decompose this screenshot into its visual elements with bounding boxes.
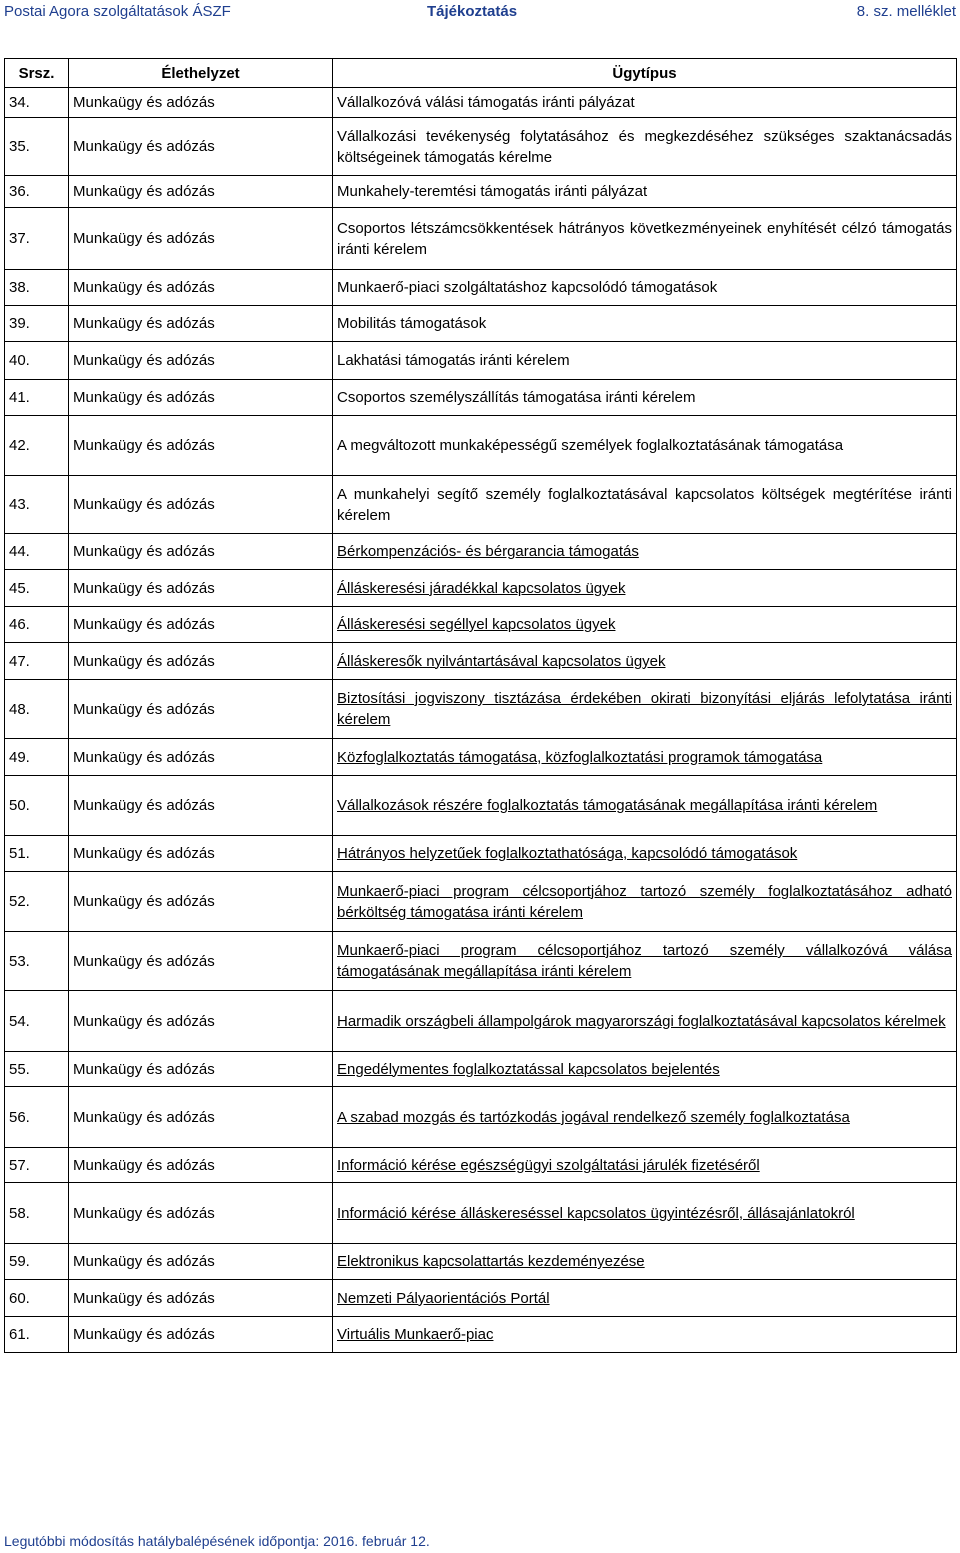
table-row <box>5 416 957 476</box>
row-type-text: A megváltozott munkaképességű személyek foglalkoztatásának támogatása <box>337 437 844 454</box>
row-type-text: Hátrányos helyzetűek foglalkoztathatósága, kapcsolódó támogatások <box>337 845 798 862</box>
row-type <box>333 680 957 739</box>
row-type <box>333 776 957 836</box>
row-situation: Munkaügy és adózás <box>69 680 333 739</box>
row-situation: Munkaügy és adózás <box>69 739 333 776</box>
column-header-type: Ügytípus <box>333 59 957 88</box>
row-type-text: Munkaerő-piaci szolgáltatáshoz kapcsolódó támogatások <box>337 279 718 296</box>
row-situation: Munkaügy és adózás <box>69 776 333 836</box>
row-type-text: Vállalkozási tevékenység folytatásához és megkezdéséhez szükséges szaktanácsadás költségeinek támogatás kérelme <box>337 127 952 166</box>
row-situation: Munkaügy és adózás <box>69 1317 333 1353</box>
row-type <box>333 643 957 680</box>
row-type <box>333 836 957 872</box>
row-situation: Munkaügy és adózás <box>69 570 333 607</box>
row-type <box>333 570 957 607</box>
row-type <box>333 1244 957 1280</box>
row-situation: Munkaügy és adózás <box>69 1280 333 1317</box>
row-type <box>333 534 957 570</box>
row-number: 35. <box>5 118 69 176</box>
row-number: 51. <box>5 836 69 872</box>
table-row <box>5 776 957 836</box>
row-number: 39. <box>5 306 69 342</box>
row-number: 50. <box>5 776 69 836</box>
row-type <box>333 872 957 932</box>
table-row <box>5 1052 957 1087</box>
row-type-text: Információ kérése álláskereséssel kapcsolatos ügyintézésről, állásajánlatokról <box>337 1204 855 1222</box>
row-situation: Munkaügy és adózás <box>69 991 333 1052</box>
row-situation: Munkaügy és adózás <box>69 836 333 872</box>
row-situation: Munkaügy és adózás <box>69 1244 333 1280</box>
row-type-text: A munkahelyi segítő személy foglalkoztatásával kapcsolatos költségek megtérítése iránti kérelem <box>337 485 952 524</box>
row-type <box>333 476 957 534</box>
header-center-title: Tájékoztatás <box>427 3 518 20</box>
row-type <box>333 607 957 643</box>
table-row <box>5 680 957 739</box>
table-row <box>5 1280 957 1317</box>
row-number: 60. <box>5 1280 69 1317</box>
row-type-text: A szabad mozgás és tartózkodás jogával rendelkező személy foglalkoztatása <box>337 1108 850 1126</box>
row-type <box>333 380 957 416</box>
table-row <box>5 380 957 416</box>
row-number: 59. <box>5 1244 69 1280</box>
row-type-text: Virtuális Munkaerő-piac <box>337 1326 494 1343</box>
row-number: 41. <box>5 380 69 416</box>
row-type-text: Mobilitás támogatások <box>337 315 487 332</box>
row-type-text: Közfoglalkoztatás támogatása, közfoglalkoztatási programok támogatása <box>337 748 823 766</box>
row-type <box>333 1087 957 1148</box>
header-left-title: Postai Agora szolgáltatások ÁSZF <box>4 3 231 20</box>
table-row <box>5 991 957 1052</box>
row-number: 54. <box>5 991 69 1052</box>
table-row <box>5 1087 957 1148</box>
row-type <box>333 739 957 776</box>
row-number: 46. <box>5 607 69 643</box>
row-situation: Munkaügy és adózás <box>69 208 333 270</box>
row-number: 58. <box>5 1183 69 1244</box>
row-type <box>333 306 957 342</box>
row-situation: Munkaügy és adózás <box>69 1052 333 1087</box>
row-number: 42. <box>5 416 69 476</box>
row-type <box>333 118 957 176</box>
row-type-text: Vállalkozások részére foglalkoztatás támogatásának megállapítása iránti kérelem <box>337 797 878 814</box>
table-row <box>5 1148 957 1183</box>
row-number: 52. <box>5 872 69 932</box>
row-type-text: Csoportos személyszállítás támogatása iránti kérelem <box>337 389 696 406</box>
row-situation: Munkaügy és adózás <box>69 1087 333 1148</box>
row-situation: Munkaügy és adózás <box>69 306 333 342</box>
row-situation: Munkaügy és adózás <box>69 607 333 643</box>
row-number: 36. <box>5 176 69 208</box>
footer-modification-date: Legutóbbi módosítás hatálybalépésének időpontja: 2016. február 12. <box>4 1533 430 1549</box>
row-situation: Munkaügy és adózás <box>69 1148 333 1183</box>
row-type <box>333 270 957 306</box>
service-table <box>4 58 957 1353</box>
row-type <box>333 1148 957 1183</box>
table-row <box>5 1183 957 1244</box>
column-header-number: Srsz. <box>5 59 69 88</box>
row-type <box>333 1317 957 1353</box>
row-number: 61. <box>5 1317 69 1353</box>
table-row <box>5 88 957 118</box>
header-right-annex: 8. sz. melléklet <box>856 3 956 20</box>
column-header-situation: Élethelyzet <box>69 59 333 88</box>
row-type-text: Vállalkozóvá válási támogatás iránti pályázat <box>337 94 635 111</box>
row-type-text: Csoportos létszámcsökkentések hátrányos következményeinek enyhítését célzó támogatás iránti kérelem <box>337 219 952 258</box>
row-situation: Munkaügy és adózás <box>69 88 333 118</box>
table-row <box>5 118 957 176</box>
table-row <box>5 534 957 570</box>
row-situation: Munkaügy és adózás <box>69 416 333 476</box>
row-type-text: Harmadik országbeli állampolgárok magyarországi foglalkoztatásával kapcsolatos kérelmek <box>337 1012 946 1030</box>
row-type-text: Elektronikus kapcsolattartás kezdeményezése <box>337 1253 645 1270</box>
row-number: 40. <box>5 342 69 380</box>
row-type-text: Bérkompenzációs- és bérgarancia támogatás <box>337 543 639 560</box>
row-type <box>333 1280 957 1317</box>
row-number: 38. <box>5 270 69 306</box>
row-situation: Munkaügy és adózás <box>69 380 333 416</box>
table-row <box>5 570 957 607</box>
row-type-text: Munkahely-teremtési támogatás iránti pályázat <box>337 183 648 200</box>
table-row <box>5 932 957 991</box>
row-type-text: Álláskeresési segéllyel kapcsolatos ügyek <box>337 616 616 633</box>
row-type <box>333 1052 957 1087</box>
table-row <box>5 342 957 380</box>
row-type-text: Álláskeresők nyilvántartásával kapcsolatos ügyek <box>337 652 666 670</box>
row-type <box>333 932 957 991</box>
row-number: 48. <box>5 680 69 739</box>
row-type-text: Munkaerő-piaci program célcsoportjához tartozó személy foglalkoztatásához adható bérköltség támogatása iránti kérelem <box>337 882 952 921</box>
table-row <box>5 1317 957 1353</box>
row-type <box>333 88 957 118</box>
table-row <box>5 176 957 208</box>
row-situation: Munkaügy és adózás <box>69 534 333 570</box>
page-header <box>0 0 960 26</box>
table-row <box>5 872 957 932</box>
row-type-text: Biztosítási jogviszony tisztázása érdekében okirati bizonyítási eljárás lefolytatása iránti kérelem <box>337 690 952 728</box>
row-number: 56. <box>5 1087 69 1148</box>
table-row <box>5 607 957 643</box>
row-type <box>333 176 957 208</box>
row-situation: Munkaügy és adózás <box>69 932 333 991</box>
row-number: 43. <box>5 476 69 534</box>
row-number: 45. <box>5 570 69 607</box>
row-type-text: Munkaerő-piaci program célcsoportjához tartozó személy vállalkozóvá válása támogatásának megállapítása iránti kérelem <box>337 942 952 980</box>
row-type <box>333 416 957 476</box>
row-number: 44. <box>5 534 69 570</box>
table-row <box>5 739 957 776</box>
table-row <box>5 1244 957 1280</box>
row-type <box>333 208 957 270</box>
table-row <box>5 208 957 270</box>
row-number: 57. <box>5 1148 69 1183</box>
row-situation: Munkaügy és adózás <box>69 118 333 176</box>
row-number: 37. <box>5 208 69 270</box>
row-situation: Munkaügy és adózás <box>69 872 333 932</box>
row-type-text: Engedélymentes foglalkoztatással kapcsolatos bejelentés <box>337 1060 720 1078</box>
row-situation: Munkaügy és adózás <box>69 176 333 208</box>
table-header-row <box>5 59 957 88</box>
table-row <box>5 306 957 342</box>
table-row <box>5 476 957 534</box>
table-row <box>5 270 957 306</box>
row-number: 55. <box>5 1052 69 1087</box>
row-number: 49. <box>5 739 69 776</box>
row-situation: Munkaügy és adózás <box>69 643 333 680</box>
row-type <box>333 991 957 1052</box>
table-row <box>5 643 957 680</box>
row-number: 53. <box>5 932 69 991</box>
row-type-text: Álláskeresési járadékkal kapcsolatos ügyek <box>337 579 626 597</box>
row-type-text: Nemzeti Pályaorientációs Portál <box>337 1289 550 1307</box>
row-situation: Munkaügy és adózás <box>69 342 333 380</box>
row-type <box>333 342 957 380</box>
row-situation: Munkaügy és adózás <box>69 270 333 306</box>
row-type-text: Információ kérése egészségügyi szolgáltatási járulék fizetéséről <box>337 1156 760 1174</box>
row-number: 34. <box>5 88 69 118</box>
row-type-text: Lakhatási támogatás iránti kérelem <box>337 352 570 369</box>
table-row <box>5 836 957 872</box>
row-situation: Munkaügy és adózás <box>69 1183 333 1244</box>
row-situation: Munkaügy és adózás <box>69 476 333 534</box>
row-type <box>333 1183 957 1244</box>
row-number: 47. <box>5 643 69 680</box>
